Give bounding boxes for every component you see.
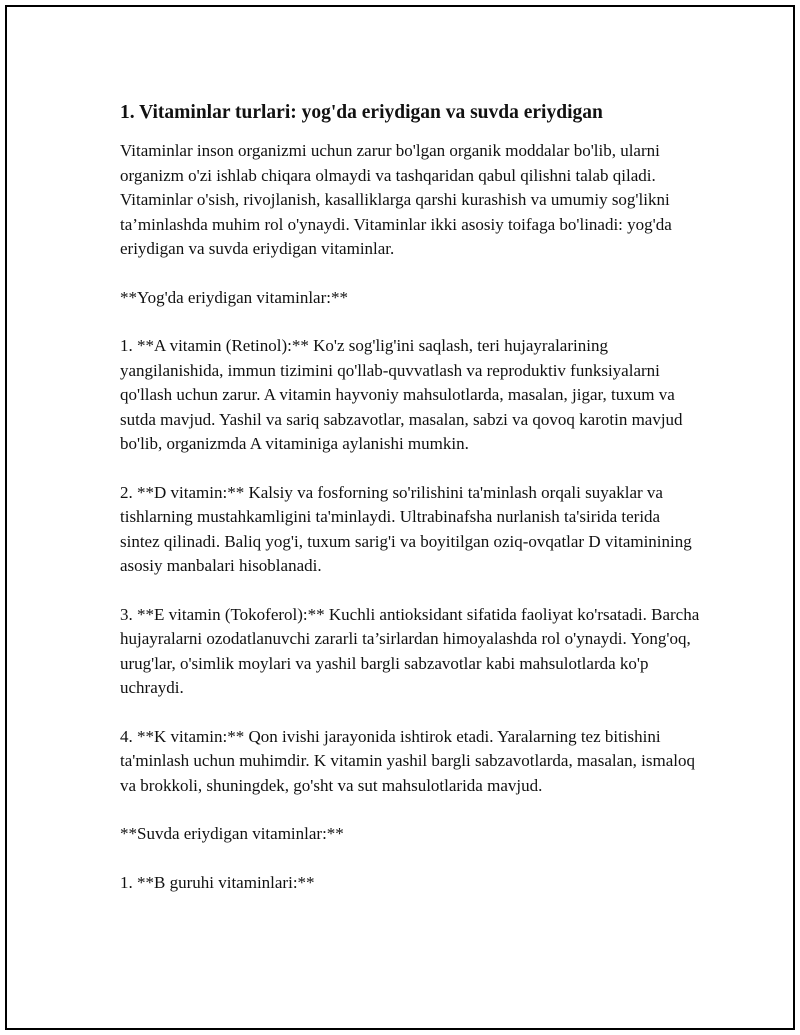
document-body [120, 101, 700, 919]
intro-paragraph: Vitaminlar inson organizmi uchun zarur bo'lgan organik moddalar bo'lib, ularni organizm o'zi ishlab chiqara olmaydi va tashqaridan qabul qilishni talab qiladi. Vitaminlar o'sish, rivojlanish, kasalliklarga qarshi kurashish va umumiy sog'likni ta’minlashda muhim rol o'ynaydi. Vitaminlar ikki asosiy toifaga bo'linadi: yog'da eriydigan va suvda eriydigan vitaminlar. [120, 141, 672, 258]
fat-soluble-section-title: **Yog'da eriydigan vitaminlar:** [120, 287, 348, 307]
page-frame [5, 5, 795, 1030]
document-heading: 1. Vitaminlar turlari: yog'da eriydigan va suvda eriydigan [120, 102, 603, 123]
vitamin-k-paragraph: 4. **K vitamin:** Qon ivishi jarayonida ishtirok etadi. Yaralarning tez bitishini ta'minlash uchun muhimdir. K vitamin yashil bargli sabzavotlarda, masalan, ismaloq va brokkoli, shuningdek, go'sht va sut mahsulotlarida mavjud. [120, 726, 695, 795]
vitamin-a-paragraph: 1. **A vitamin (Retinol):** Ko'z sog'lig'ini saqlash, teri hujayralarining yangilanishida, immun tizimini qo'llab-quvvatlash va reproduktiv funksiyalarni qo'llash uchun zarur. A vitamin hayvoniy mahsulotlarda, masalan, jigar, tuxum va sutda mavjud. Yashil va sariq sabzavotlar, masalan, sabzi va qovoq karotin mavjud bo'lib, organizmda A vitaminiga aylanishi mumkin. [120, 336, 683, 453]
b-group-paragraph: 1. **B guruhi vitaminlari:** [120, 872, 315, 892]
water-soluble-section-title: **Suvda eriydigan vitaminlar:** [120, 824, 344, 843]
vitamin-e-paragraph: 3. **E vitamin (Tokoferol):** Kuchli antioksidant sifatida faoliyat ko'rsatadi. Barcha hujayralarni ozodatlanuvchi zararli ta’sirlardan himoyalashda rol o'ynaydi. Yong'oq, urug'lar, o'simlik moylari va yashil bargli sabzavotlar kabi mahsulotlarda ko'p uchraydi. [120, 604, 700, 697]
vitamin-d-paragraph: 2. **D vitamin:** Kalsiy va fosforning so'rilishini ta'minlash orqali suyaklar va tishlarning mustahkamligini ta'minlaydi. Ultrabinafsha nurlanish ta'sirida terida sintez qilinadi. Baliq yog'i, tuxum sarig'i va boyitilgan oziq-ovqatlar D vitaminining asosiy manbalari hisoblanadi. [120, 482, 692, 575]
